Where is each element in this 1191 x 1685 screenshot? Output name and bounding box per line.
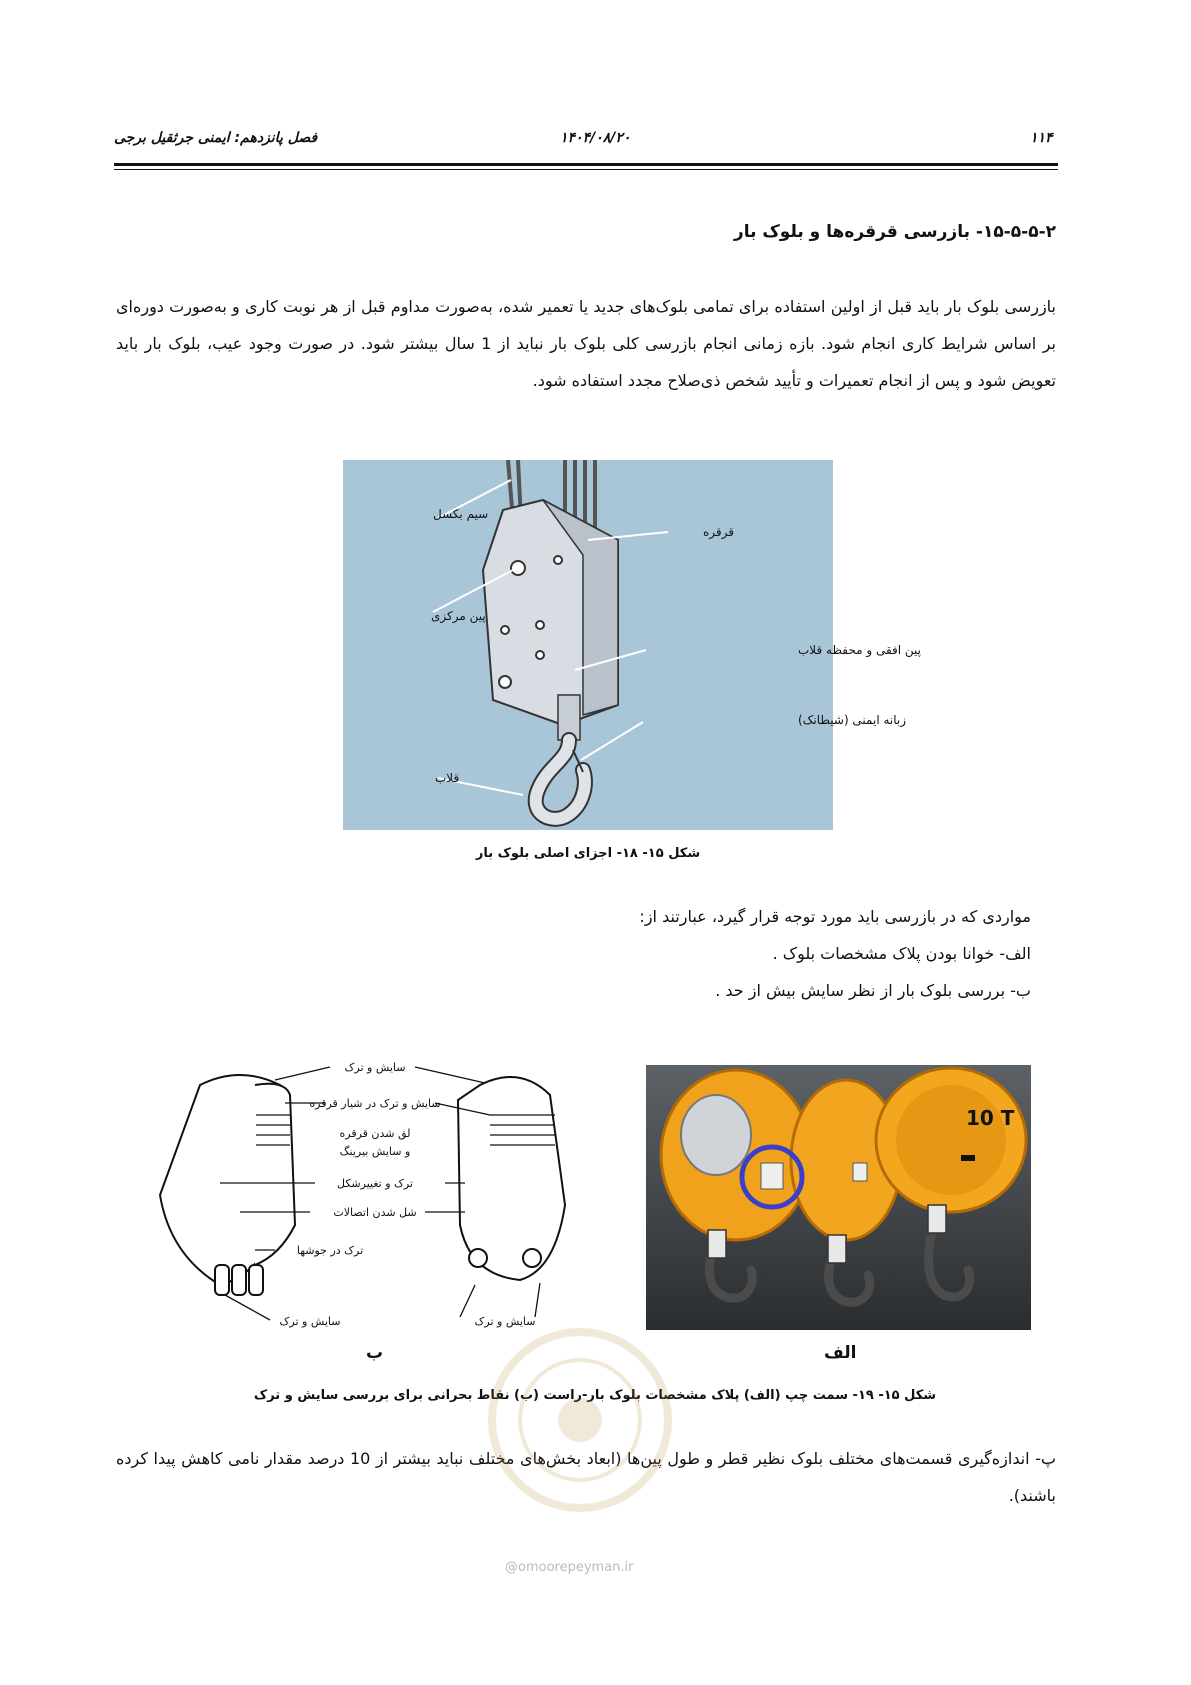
drawing-label-wear-crack-br: سایش و ترک bbox=[474, 1315, 536, 1328]
header-rule-thin bbox=[114, 169, 1058, 170]
figure-19-label-b: ب bbox=[366, 1343, 384, 1363]
drawing-label-wear-crack-bl: سایش و ترک bbox=[279, 1315, 341, 1328]
watermark-text: @omoorepeyman.ir bbox=[505, 1560, 634, 1575]
drawing-label-groove-wear: سایش و ترک در شیار قرقره bbox=[309, 1097, 441, 1110]
list-item-b: ب- بررسی بلوک بار از نظر سایش بیش از حد . bbox=[715, 981, 1031, 1000]
page-number: ۱۱۴ bbox=[1030, 130, 1053, 146]
figure-18-load-block bbox=[343, 460, 922, 830]
section-title: ۱۵-۵-۵-۲- بازرسی قرقره‌ها و بلوک بار bbox=[733, 222, 1056, 242]
inspection-list bbox=[639, 898, 1031, 1009]
drawing-label-sheave-wobble: لق شدن قرقره bbox=[339, 1127, 411, 1140]
figure-18-caption: شکل ۱۵- ۱۸- اجزای اصلی بلوک بار bbox=[475, 846, 701, 861]
label-hook: قلاب bbox=[435, 771, 460, 785]
body-paragraph-1: بازرسی بلوک بار باید قبل از اولین استفاده برای تمامی بلوک‌های جدید یا تعمیر شده، به‌صورت مداوم قبل از هر نوبت کاری و به‌صورت دوره‌ای بر اساس شرایط کاری انجام شود. بازه زمانی انجام بازرسی کلی بلوک بار نباید از 1 سال بیشتر شود. در صورت وجود عیب، بلوک بار باید تعویض شود و پس از انجام تعمیرات و تأیید شخص ذی‌صلاح مجدد استفاده شود. bbox=[116, 297, 1056, 390]
watermark-seal bbox=[480, 1320, 680, 1524]
drawing-label-crack-deform: ترک و تغییرشکل bbox=[337, 1177, 413, 1190]
header-rule bbox=[114, 163, 1058, 166]
list-item-a: الف- خوانا بودن پلاک مشخصات بلوک . bbox=[772, 944, 1031, 963]
photo-tag: 10 T bbox=[966, 1106, 1015, 1130]
label-wire-rope: سیم بکسل bbox=[433, 507, 489, 521]
drawing-label-weld-crack: ترک در جوشها bbox=[296, 1244, 364, 1257]
figure-19-photo bbox=[646, 1065, 1031, 1330]
header-date: ۱۴۰۴/۰۸/۲۰ bbox=[560, 130, 631, 146]
label-cross-pin: پین افقی و محفظه قلاب bbox=[798, 643, 922, 657]
label-center-pin: پین مرکزی bbox=[431, 609, 486, 623]
figure-19-caption: شکل ۱۵- ۱۹- سمت چپ (الف) پلاک مشخصات بلوک بار-راست (ب) نقاط بحرانی برای بررسی سایش و ترک bbox=[253, 1388, 937, 1403]
figure-19-label-alef: الف bbox=[824, 1343, 857, 1363]
drawing-label-loose-conn: شل شدن اتصالات bbox=[333, 1206, 417, 1219]
label-sheave: قرقره bbox=[703, 525, 735, 539]
drawing-label-bearing-wear: و سایش بیرینگ bbox=[339, 1145, 411, 1158]
list-intro: مواردی که در بازرسی باید مورد توجه قرار گیرد، عبارتند از: bbox=[639, 907, 1031, 926]
chapter-title: فصل پانزدهم: ایمنی جرثقیل برجی bbox=[114, 130, 318, 146]
drawing-label-wear-crack-top: سایش و ترک bbox=[344, 1061, 406, 1074]
label-safety-latch: زبانه ایمنی (شیطانک) bbox=[798, 713, 907, 727]
body-paragraph-2: پ- اندازه‌گیری قسمت‌های مختلف بلوک نظیر قطر و طول پین‌ها (ابعاد بخش‌های مختلف نباید بیشتر از 10 درصد مقدار نامی کاهش پیدا کرده باشند). bbox=[116, 1449, 1056, 1505]
figure-19-drawing bbox=[160, 1055, 590, 1335]
